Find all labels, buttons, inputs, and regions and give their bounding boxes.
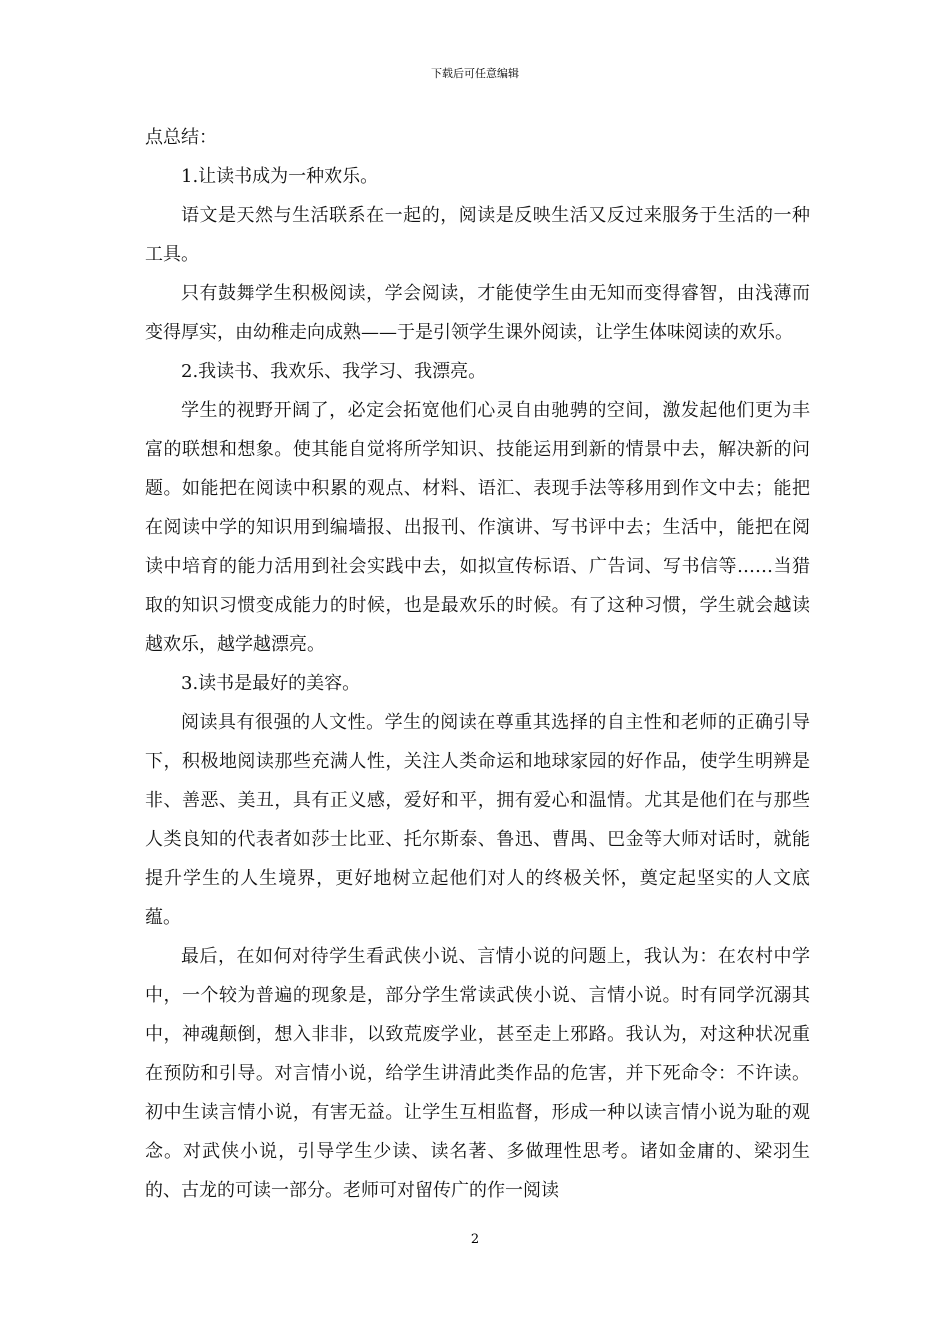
paragraph: 学生的视野开阔了，必定会拓宽他们心灵自由驰骋的空间，激发起他们更为丰富的联想和想象。使其能自觉将所学知识、技能运用到新的情景中去，解决新的问题。如能把在阅读中积累的观点、材料、语汇、表现手法等移用到作文中去；能把在阅读中学的知识用到编墙报、出报刊、作演讲、写书评中去；生活中，能把在阅读中培育的能力活用到社会实践中去，如拟宣传标语、广告词、写书信等……当猎取的知识习惯变成能力的时候，也是最欢乐的时候。有了这种习惯，学生就会越读越欢乐，越学越漂亮。 [145,400,810,655]
document-body [145,118,810,1210]
page-number: 2 [470,1232,480,1247]
section-heading: 3.读书是最好的美容。 [181,673,361,694]
paragraph: 阅读具有很强的人文性。学生的阅读在尊重其选择的自主性和老师的正确引导下，积极地阅读那些充满人性，关注人类命运和地球家园的好作品，使学生明辨是非、善恶、美丑，具有正义感，爱好和平，拥有爱心和温情。尤其是他们在与那些人类良知的代表者如莎士比亚、托尔斯泰、鲁迅、曹禺、巴金等大师对话时，就能提升学生的人生境界，更好地树立起他们对人的终极关怀，奠定起坚实的人文底蕴。 [145,712,810,928]
paragraph: 最后，在如何对待学生看武侠小说、言情小说的问题上，我认为：在农村中学中，一个较为普遍的现象是，部分学生常读武侠小说、言情小说。时有同学沉溺其中，神魂颠倒，想入非非，以致荒废学业，甚至走上邪路。我认为，对这种状况重在预防和引导。对言情小说，给学生讲清此类作品的危害，并下死命令：不许读。初中生读言情小说，有害无益。让学生互相监督，形成一种以读言情小说为耻的观念。对武侠小说，引导学生少读、读名著、多做理性思考。诸如金庸的、梁羽生的、古龙的可读一部分。老师可对留传广的作一阅读 [145,946,810,1201]
section-heading: 2.我读书、我欢乐、我学习、我漂亮。 [181,361,487,382]
section-heading: 1.让读书成为一种欢乐。 [181,166,379,187]
paragraph: 只有鼓舞学生积极阅读，学会阅读，才能使学生由无知而变得睿智，由浅薄而变得厚实，由幼稚走向成熟——于是引领学生课外阅读，让学生体味阅读的欢乐。 [145,283,810,343]
paragraph: 点总结： [145,127,217,148]
page-header: 下载后可任意编辑 [431,67,519,80]
paragraph: 语文是天然与生活联系在一起的，阅读是反映生活又反过来服务于生活的一种工具。 [145,205,810,265]
